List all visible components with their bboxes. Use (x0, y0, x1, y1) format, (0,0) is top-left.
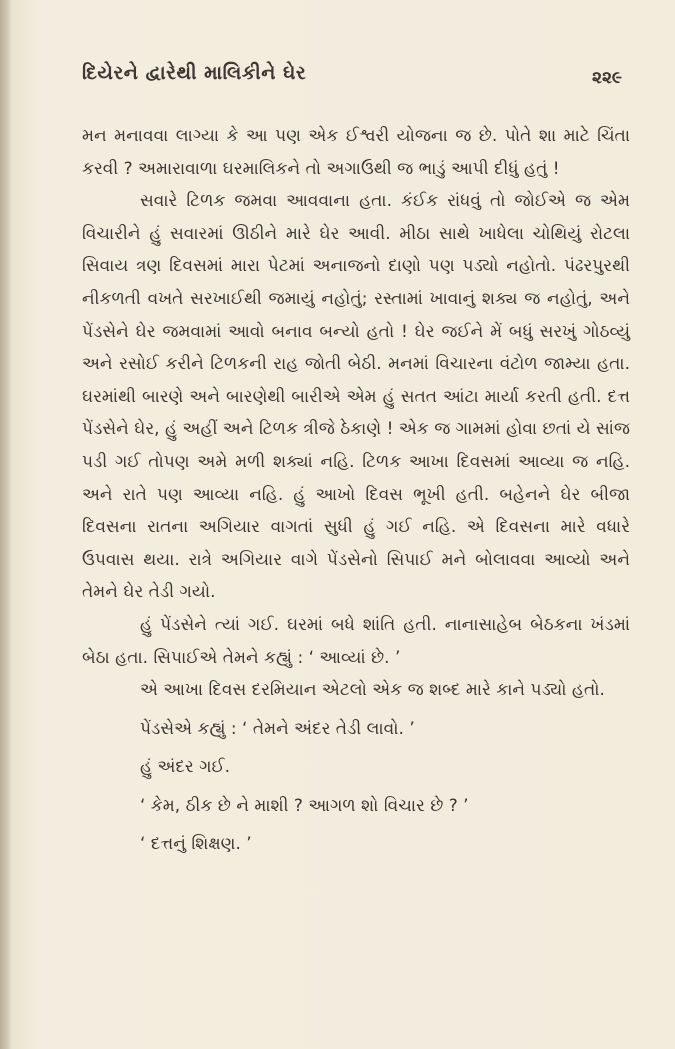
paragraph-4: એ આખા દિવસ દરમિયાન એટલો એક જ શબ્દ મારે કાને પડ્યો હતો. (140, 680, 605, 701)
page-header (82, 58, 622, 92)
paragraph-1: મન મનાવવા લાગ્યા કે આ પણ એક ઈશ્વરી યોજના જ છે. પોતે શા માટે ચિંતા કરવી ? અમારાવાળા ઘરમાલિકને તો અગાઉથી જ ભાડું આપી દીધું હતું ! (82, 126, 630, 179)
paragraph-3: હું પેંડસેને ત્યાં ગઈ. ઘરમાં બધે શાંતિ હતી. નાનાસાહેબ બેઠકના ખંડમાં બેઠા હતા. સિપાઈએ તેમને કહ્યું : ‘ આવ્યાં છે. ’ (82, 614, 630, 668)
body-text (82, 120, 630, 861)
running-head: દિયેરને દ્વારેથી માલિકીને ઘેર (82, 62, 307, 84)
dialogue-line-2: હું અંદર ગઈ. (140, 757, 231, 778)
paragraph-2: સવારે ટિળક જમવા આવવાના હતા. કંઈક રાંધવું તો જોઈએ જ એમ વિચારીને હું સવારમાં ઊઠીને મારે ઘેર આવી. મીઠા સાથે ખાધેલા ચોથિયું રોટલા સિવાય ત્રણ દિવસમાં મારા પેટમાં અનાજનો દાણો પણ પડ્યો નહોતો. પંઢરપુરથી નીકળતી વખતે સરખાઈથી જમાયું નહોતું; રસ્તામાં ખાવાનું શક્ય જ નહોતું, અને પેંડસેને ઘેર જમવામાં આવો બનાવ બન્યો હતો ! ઘેર જઈને મેં બધું સરખું ગોઠવ્યું અને રસોઈ કરીને ટિળકની રાહ જોતી બેઠી. મનમાં વિચારના વંટોળ જામ્યા હતા. ઘરમાંથી બારણે અને બારણેથી બારીએ એમ હું સતત આંટા માર્યા કરતી હતી. દત્ત પેંડસેને ઘેર, હું અહીં અને ટિળક ત્રીજે ઠેકાણે ! એક જ ગામમાં હોવા છતાં યે સાંજ પડી ગઈ તોપણ અમે મળી શક્યાં નહિ. ટિળક આખા દિવસમાં આવ્યા જ નહિ. અને રાતે પણ આવ્યા નહિ. હું આખો દિવસ ભૂખી હતી. બહેનને ઘેર બીજા દિવસના રાતના અગિયાર વાગતાં સુધી હું ગઈ નહિ. એ દિવસના મારે વધારે ઉપવાસ થયા. રાત્રે અગિયાર વાગે પેંડસેનો સિપાઈ મને બોલાવવા આવ્યો અને તેમને ઘેર તેડી ગયો. (82, 191, 630, 603)
dialogue-line-4: ‘ દત્તનું શિક્ષણ. ’ (140, 834, 252, 855)
page-number: ૨૨૯ (591, 68, 622, 88)
dialogue-line-1: પેંડસેએ કહ્યું : ‘ તેમને અંદર તેડી લાવો. ’ (140, 718, 415, 739)
dialogue-line-3: ‘ કેમ, ઠીક છે ને માશી ? આગળ શો વિચાર છે ? ’ (140, 795, 469, 816)
page-gutter (0, 0, 10, 1049)
